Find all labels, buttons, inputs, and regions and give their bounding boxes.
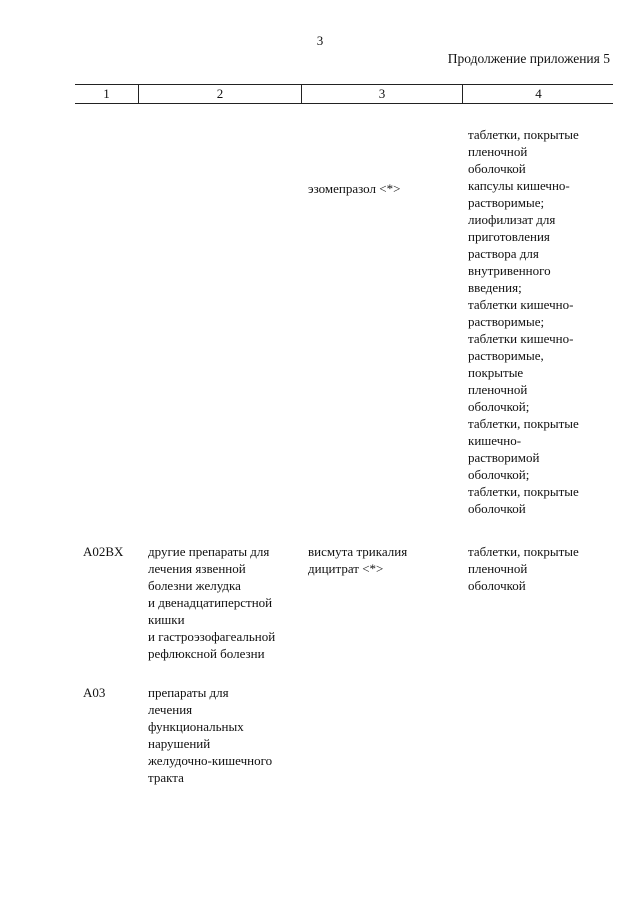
drug-name: висмута трикалия дицитрат <*> xyxy=(308,544,408,576)
atc-code: A03 xyxy=(83,685,106,700)
header-col-4: 4 xyxy=(462,85,614,103)
dosage-forms: таблетки, покрытые пленочной оболочкой капсулы кишечно- растворимые; лиофилизат для приготовления раствора для внутривенного введения; таблетки кишечно- растворимые; таблетки кишечно- растворимые, покрытые пленочной оболочкой; таблетки, покрытые кишечно- растворимой оболочкой; таблетки, покрытые оболочкой xyxy=(468,127,579,516)
pharm-group: препараты для лечения функциональных нарушений желудочно-кишечного тракта xyxy=(148,685,273,785)
continuation-label: Продолжение приложения 5 xyxy=(447,51,610,66)
pharm-group: другие препараты для лечения язвенной болезни желудка и двенадцатиперстной кишки и гастроэзофагеальной рефлюксной болезни xyxy=(148,544,276,661)
table-header xyxy=(75,84,613,104)
dosage-forms: таблетки, покрытые пленочной оболочкой xyxy=(468,544,579,593)
page-number: 3 xyxy=(316,33,324,48)
atc-code: A02BX xyxy=(83,544,124,559)
drug-name: эзомепразол <*> xyxy=(308,181,401,196)
header-col-1: 1 xyxy=(103,86,110,101)
header-col-2: 2 xyxy=(138,85,301,103)
header-col-3: 3 xyxy=(301,85,462,103)
